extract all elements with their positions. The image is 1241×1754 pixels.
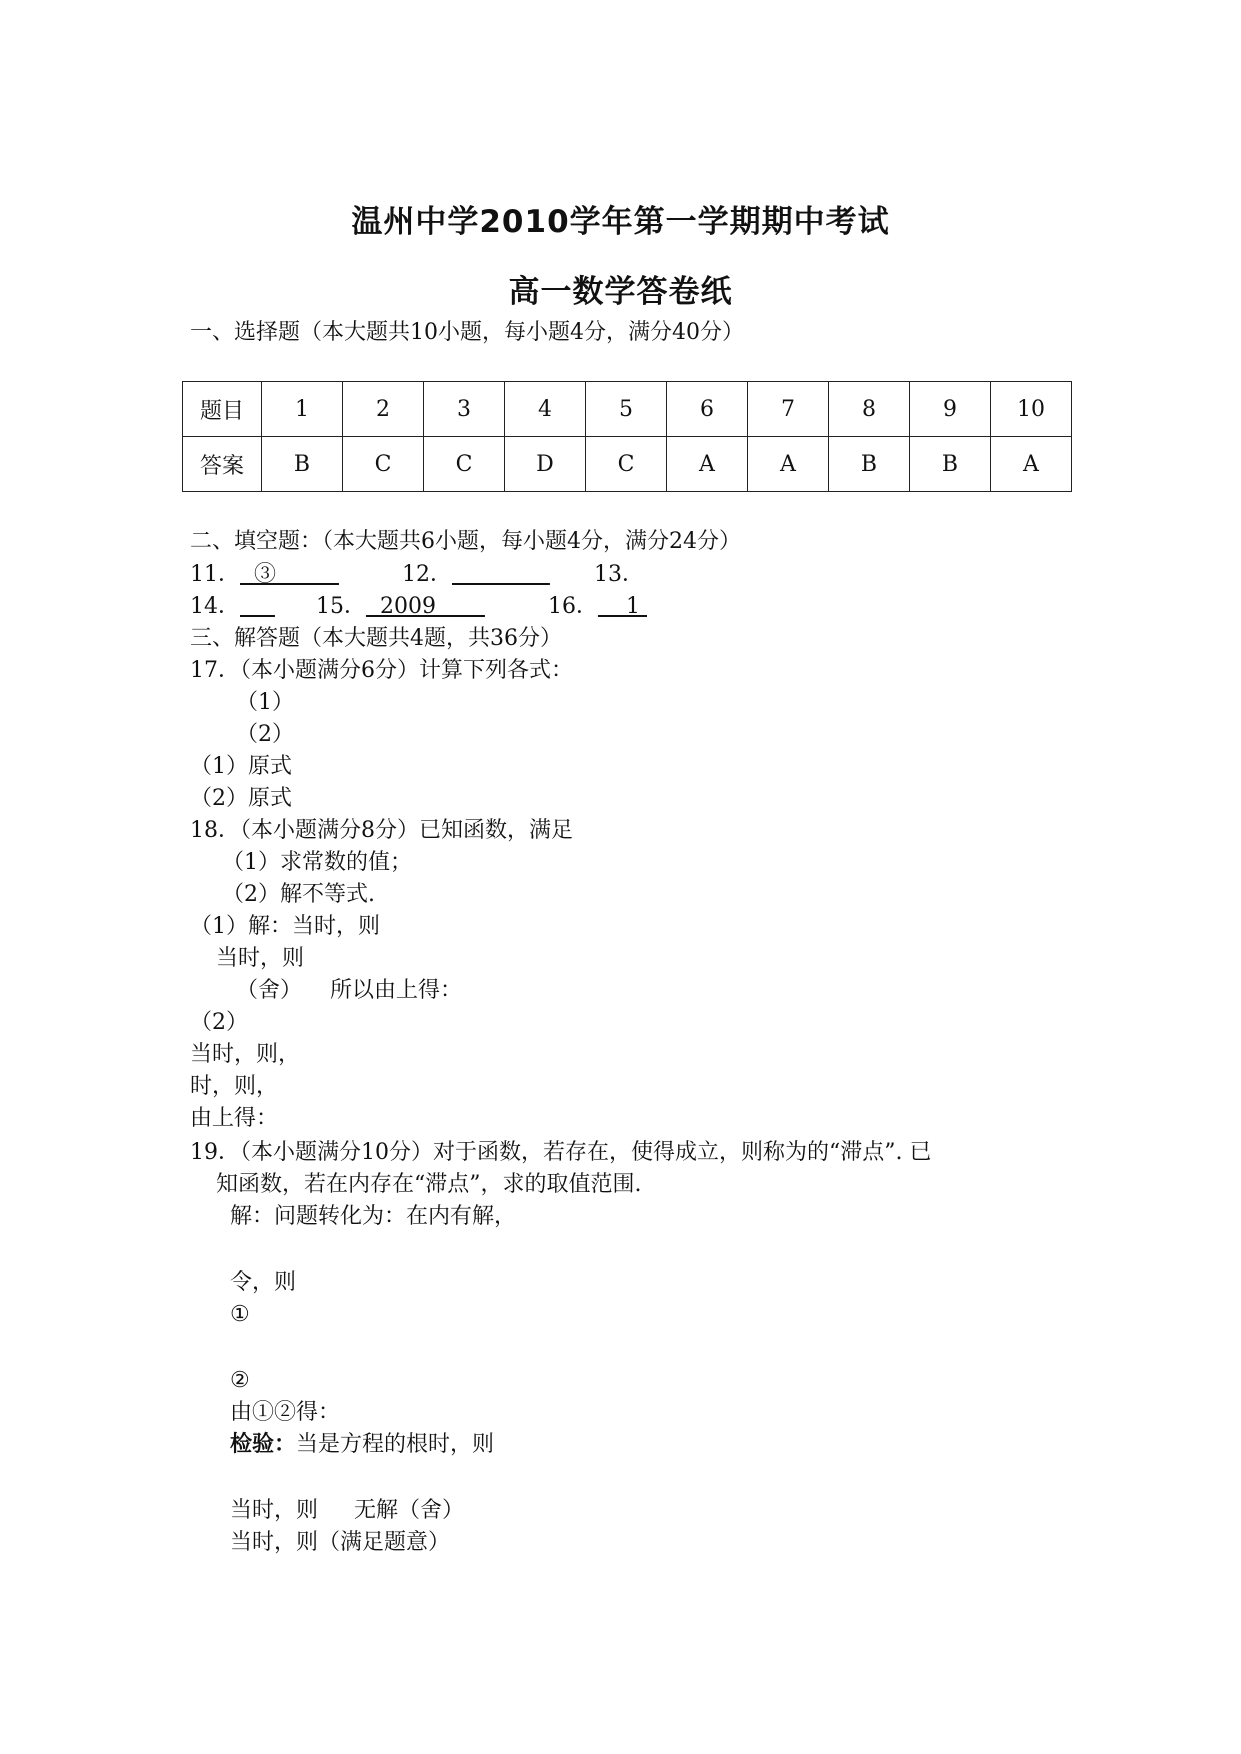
table-row-answers	[183, 437, 1072, 492]
q19-check-line	[230, 1430, 494, 1460]
q15-label: 15．	[316, 594, 366, 619]
q14-line	[190, 592, 275, 622]
q19-solution-line2: 令，则	[230, 1270, 297, 1295]
q18-solution-conclusion: 所以由上得：	[330, 978, 463, 1003]
table-cell: A	[991, 437, 1072, 492]
section2-heading: 二、填空题：（本大题共6小题，每小题4分，满分24分）	[190, 529, 741, 554]
answer-table	[182, 381, 1072, 492]
q17-part2: （2）	[236, 722, 294, 747]
table-cell: 5	[586, 382, 667, 437]
table-cell: B	[829, 437, 910, 492]
table-cell: C	[343, 437, 424, 492]
table-cell: C	[586, 437, 667, 492]
q19-case1: 当时，则	[230, 1498, 319, 1523]
table-cell: A	[667, 437, 748, 492]
table-cell: 7	[748, 382, 829, 437]
q13-label: 13．	[594, 562, 644, 587]
table-cell: A	[748, 437, 829, 492]
table-cell: B	[910, 437, 991, 492]
q17-part1: （1）	[236, 690, 294, 715]
q15-line	[316, 592, 485, 622]
q18-part2: （2）解不等式.	[222, 882, 375, 907]
table-row-numbers	[183, 382, 1072, 437]
q19-prompt-line1: 19．（本小题满分10分）对于函数，若存在，使得成立，则称为的“滞点”. 已	[190, 1140, 932, 1165]
q12-answer-blank	[452, 562, 550, 587]
table-cell: 9	[910, 382, 991, 437]
q19-case1-result: 无解（舍）	[354, 1498, 465, 1523]
table-cell: 8	[829, 382, 910, 437]
q18-solution-line1: （1）解：当时，则	[190, 914, 380, 939]
q19-prompt-line2: 知函数，若在内存在“滞点”，求的取值范围.	[216, 1172, 642, 1197]
q17-solution1: （1）原式	[190, 754, 292, 779]
q19-solution-combined: 由①②得：	[230, 1400, 341, 1425]
table-cell: 6	[667, 382, 748, 437]
row-label-question: 题目	[183, 382, 262, 437]
q11-label: 11．	[190, 562, 240, 587]
table-cell: 3	[424, 382, 505, 437]
q16-label: 16．	[548, 594, 598, 619]
table-cell: D	[505, 437, 586, 492]
q19-check-label: 检验：	[230, 1432, 297, 1457]
q14-answer-blank	[240, 594, 275, 619]
table-cell: 1	[262, 382, 343, 437]
q18-solution-case1: 当时，则，	[190, 1042, 301, 1067]
q18-solution-result: 由上得：	[190, 1106, 279, 1131]
table-cell: 4	[505, 382, 586, 437]
q19-case2: 当时，则（满足题意）	[230, 1530, 451, 1555]
q18-solution-rejected: （舍）	[236, 978, 303, 1003]
q18-solution-case2: 时，则，	[190, 1074, 279, 1099]
q16-answer: 1	[625, 594, 640, 619]
q18-solution-line2: 当时，则	[216, 946, 305, 971]
q18-part1: （1）求常数的值；	[222, 850, 412, 875]
table-cell: 10	[991, 382, 1072, 437]
q18-prompt: 18．（本小题满分8分）已知函数，满足	[190, 818, 573, 843]
table-cell: C	[424, 437, 505, 492]
q11-line	[190, 560, 339, 590]
q19-circle-two: ②	[230, 1368, 250, 1393]
table-cell: B	[262, 437, 343, 492]
q19-solution-line1: 解：问题转化为：在内有解，	[230, 1204, 517, 1229]
table-cell: 2	[343, 382, 424, 437]
q19-check-text: 当是方程的根时，则	[296, 1432, 495, 1457]
q11-answer: ③	[254, 562, 277, 587]
q17-solution2: （2）原式	[190, 786, 292, 811]
q14-label: 14．	[190, 594, 240, 619]
q17-prompt: 17．（本小题满分6分）计算下列各式：	[190, 658, 573, 683]
q16-line	[548, 592, 647, 622]
q19-circle-one: ①	[230, 1302, 250, 1327]
q18-solution-part2: （2）	[190, 1010, 248, 1035]
q12-line	[402, 560, 550, 590]
section3-heading: 三、解答题（本大题共4题，共36分）	[190, 626, 562, 651]
q15-answer: 2009	[380, 594, 436, 619]
section1-heading: 一、选择题（本大题共10小题，每小题4分，满分40分）	[190, 320, 744, 345]
row-label-answer: 答案	[183, 437, 262, 492]
page-subtitle: 高一数学答卷纸	[508, 274, 733, 310]
q12-label: 12．	[402, 562, 452, 587]
page-title: 温州中学2010学年第一学期期中考试	[351, 204, 890, 240]
